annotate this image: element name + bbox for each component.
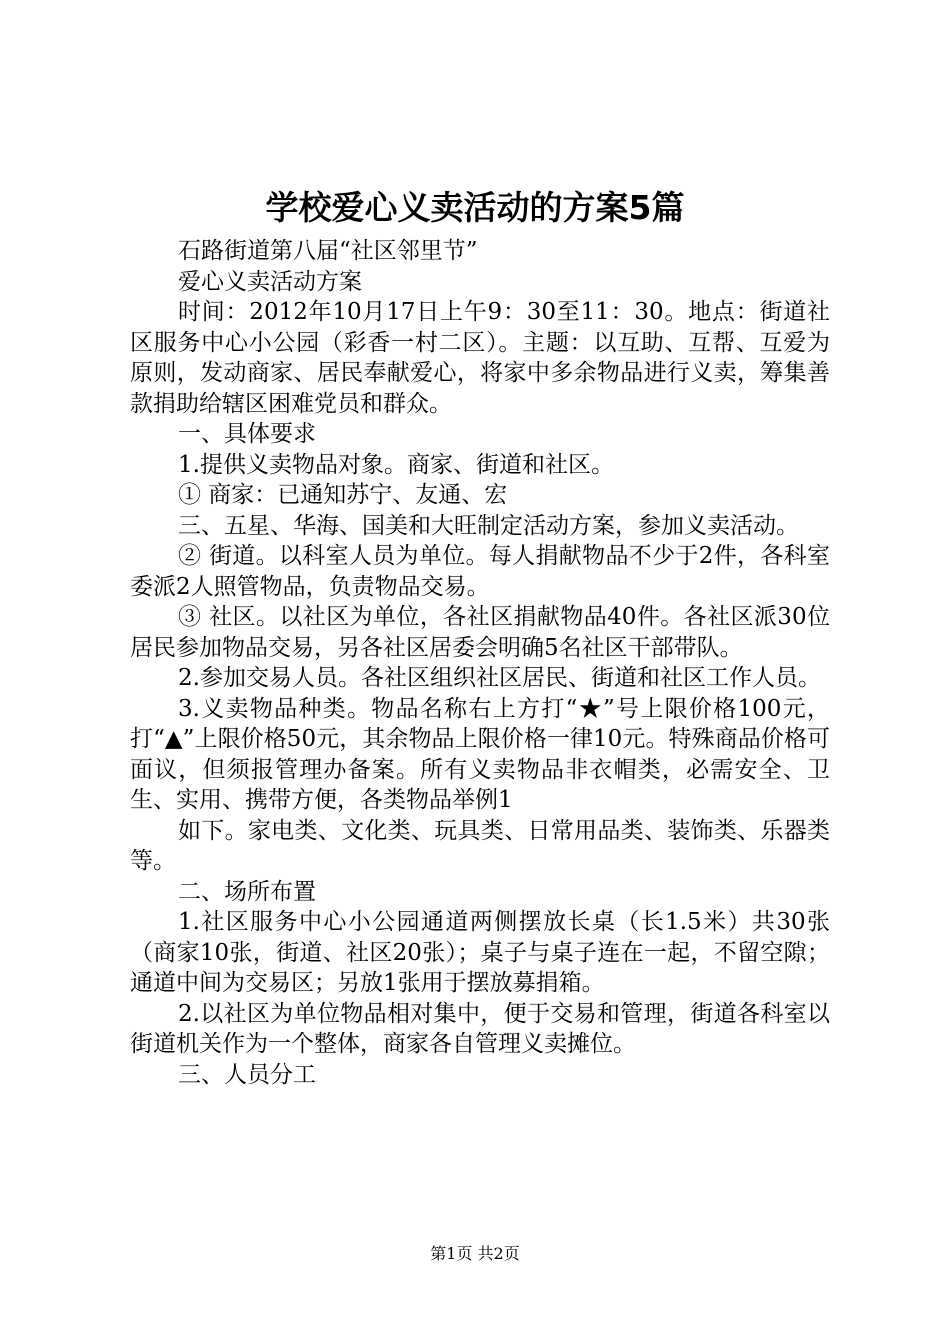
document-body bbox=[130, 236, 830, 1090]
paragraph-item-types: 3.义卖物品种类。物品名称右上方打“★”号上限价格100元，打“▲”上限价格50元，其余物品上限价格一律10元。特殊商品价格可面议，但须报管理办备案。所有义卖物品非衣帽类，必需安全、卫生、实用、携带方便，各类物品举例1 bbox=[130, 695, 830, 813]
paragraph-time-place-theme: 时间：2012年10月17日上午9：30至11：30。地点：街道社区服务中心小公园（彩香一村二区）。主题：以互助、互帮、互爱为原则，发动商家、居民奉献爱心，将家中多余物品进行义卖，筹集善款捐助给辖区困难党员和群众。 bbox=[130, 299, 830, 417]
paragraph-street-office: ② 街道。以科室人员为单位。每人捐献物品不少于2件，各科室委派2人照管物品，负责物品交易。 bbox=[130, 543, 830, 600]
paragraph-merchants: ① 商家：已通知苏宁、友通、宏 bbox=[178, 482, 508, 508]
section-heading-requirements: 一、具体要求 bbox=[178, 421, 316, 447]
page-footer: 第1页 共2页 bbox=[430, 1244, 520, 1263]
section-heading-staffing: 三、人员分工 bbox=[178, 1061, 316, 1088]
paragraph-item-examples: 如下。家电类、文化类、玩具类、日常用品类、装饰类、乐器类等。 bbox=[130, 817, 830, 874]
paragraph-community: ③ 社区。以社区为单位，各社区捐献物品40件。各社区派30位居民参加物品交易，另各社区居委会明确5名社区干部带队。 bbox=[130, 604, 830, 661]
paragraph-venue-grouping: 2.以社区为单位物品相对集中，便于交易和管理，街道各科室以街道机关作为一个整体，商家各自管理义卖摊位。 bbox=[130, 1000, 830, 1057]
paragraph-venue-tables: 1.社区服务中心小公园通道两侧摆放长桌（长1.5米）共30张（商家10张，街道、社区20张）；桌子与桌子连在一起，不留空隙；通道中间为交易区；另放1张用于摆放募捐箱。 bbox=[130, 909, 830, 996]
section-heading-venue: 二、场所布置 bbox=[178, 878, 316, 905]
paragraph-item-providers: 1.提供义卖物品对象。商家、街道和社区。 bbox=[178, 451, 614, 478]
paragraph-event-name: 石路街道第八届“社区邻里节” bbox=[178, 238, 478, 264]
paragraph-participants: 2.参加交易人员。各社区组织社区居民、街道和社区工作人员。 bbox=[178, 665, 821, 691]
paragraph-merchants-cont: 三、五星、华海、国美和大旺制定活动方案，参加义卖活动。 bbox=[178, 512, 799, 539]
document-title: 学校爱心义卖活动的方案5篇 bbox=[265, 188, 685, 227]
paragraph-plan-title: 爱心义卖活动方案 bbox=[178, 268, 362, 295]
